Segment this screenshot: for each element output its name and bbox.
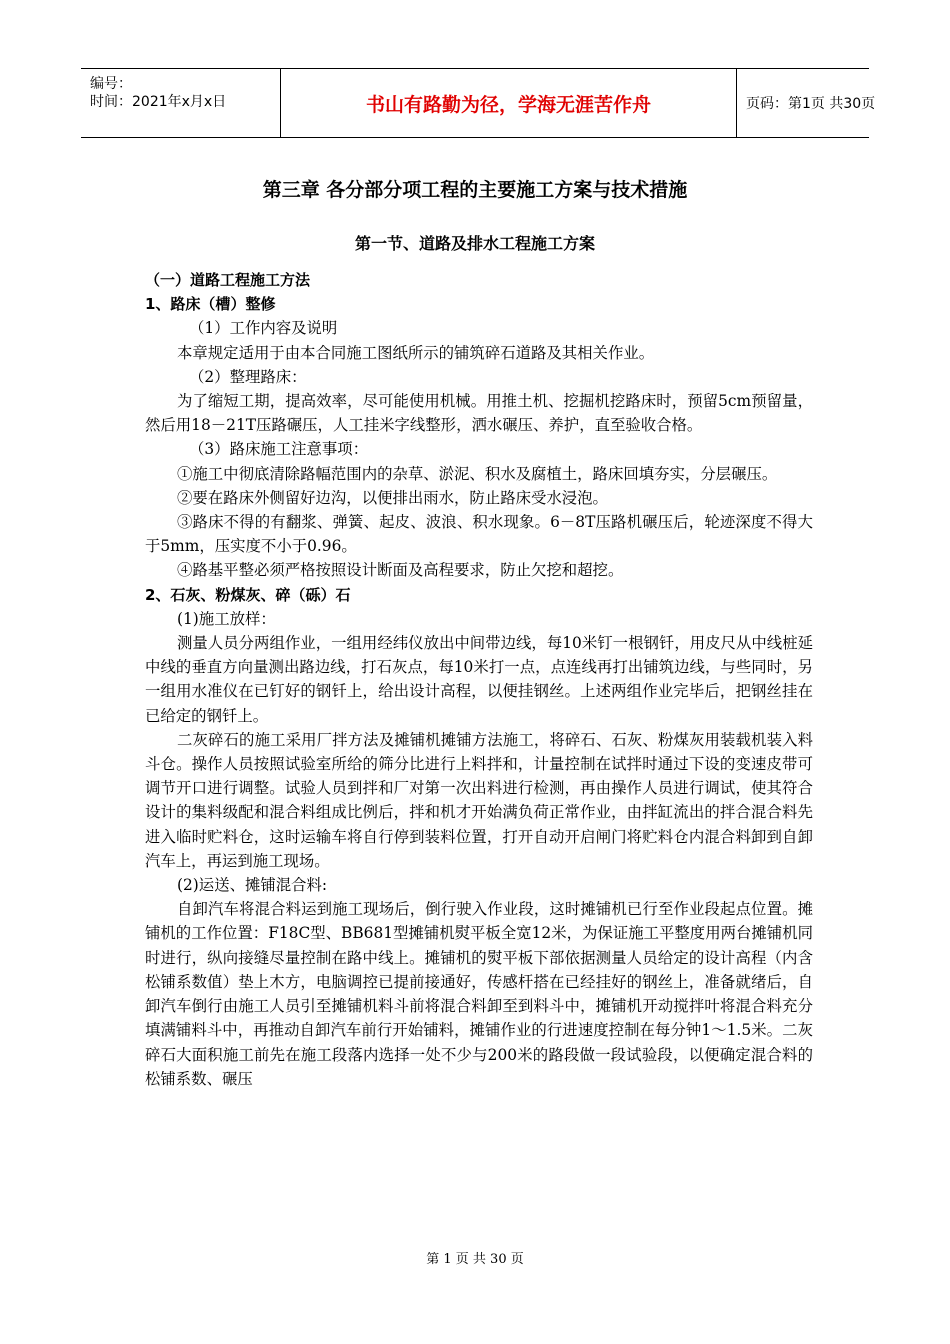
header-page-info: 页码：第1页 共30页 <box>746 96 876 112</box>
paragraph: 二灰碎石的施工采用厂拌方法及摊铺机摊铺方法施工，将碎石、石灰、粉煤灰用装载机装入料斗仓。操作人员按照试验室所给的筛分比进行上料拌和，计量控制在试拌时通过下设的变速皮带可调节开口进行调整。试验人员到拌和厂对第一次出料进行检测，再由操作人员进行调试，使其符合设计的集料级配和混合料组成比例后，拌和机才开始满负荷正常作业，由拌缸流出的拌合混合料先进入临时贮料仓，这时运输车将自行停到装料位置，打开自动开启闸门将贮料仓内混合料卸到自卸汽车上，再运到施工现场。 <box>145 730 813 870</box>
paragraph: ②要在路床外侧留好边沟，以便排出雨水，防止路床受水浸泡。 <box>177 488 608 507</box>
chapter-title: 第三章 各分部分项工程的主要施工方案与技术措施 <box>262 179 688 201</box>
header-motto: 书山有路勤为径，学海无涯苦作舟 <box>281 69 737 137</box>
paragraph: （3）路床施工注意事项： <box>189 440 369 459</box>
paragraph: （1）工作内容及说明 <box>189 319 338 338</box>
page-header <box>81 68 876 138</box>
paragraph: 自卸汽车将混合料运到施工现场后，倒行驶入作业段，这时摊铺机已行至作业段起点位置。摊铺机的工作位置：F18C型、BB681型摊铺机熨平板全宽12米，为保证施工平整度用两台摊铺机同时进行，纵向接缝尽量控制在路中线上。摊铺机的熨平板下部依据测量人员给定的设计高程（内含松铺系数值）垫上木方，电脑调控已提前接通好，传感杆搭在已经挂好的钢丝上，准备就绪后，自卸汽车倒行由施工人员引至摊铺机料斗前将混合料卸至到料斗中，摊铺机开动搅拌叶将混合料充分填满铺料斗中，再推动自卸汽车前行开始铺料，摊铺作业的行进速度控制在每分钟1～1.5米。二灰碎石大面积施工前先在施工段落内选择一处不少与200米的路段做一段试验段，以便确定混合料的松铺系数、碾压 <box>145 900 813 1088</box>
paragraph: 为了缩短工期，提高效率，尽可能使用机械。用推土机、挖掘机挖路床时，预留5cm预留量，然后用18－21T压路碾压，人工挂米字线整形，洒水碾压、养护，直至验收合格。 <box>145 392 813 435</box>
body-content <box>145 268 813 1091</box>
paragraph: 本章规定适用于由本合同施工图纸所示的铺筑碎石道路及其相关作业。 <box>177 343 655 362</box>
paragraph: 测量人员分两组作业，一组用经纬仪放出中间带边线，每10米钉一根钢钎，用皮尺从中线桩延中线的垂直方向量测出路边线，打石灰点，每10米打一点，点连线再打出铺筑边线，与些同时，另一组用水准仪在已钉好的钢钎上，给出设计高程，以便挂钢丝。上述两组作业完毕后，把钢丝挂在已给定的钢钎上。 <box>145 634 813 725</box>
section-heading: 1、路床（槽）整修 <box>145 295 276 314</box>
section-heading: （一）道路工程施工方法 <box>145 271 311 289</box>
paragraph: (2)运送、摊铺混合料: <box>177 876 328 895</box>
section-title: 第一节、道路及排水工程施工方案 <box>354 234 595 253</box>
document-number-label: 编号： <box>90 76 132 92</box>
paragraph: (1)施工放样： <box>177 609 276 628</box>
paragraph: ①施工中彻底清除路幅范围内的杂草、淤泥、积水及腐植土，路床回填夯实，分层碾压。 <box>177 464 778 483</box>
page-footer: 第 1 页 共 30 页 <box>426 1252 524 1267</box>
paragraph: ③路床不得的有翻浆、弹簧、起皮、波浪、积水现象。6－8T压路机碾压后，轮迹深度不得大于5mm，压实度不小于0.96。 <box>145 513 813 556</box>
paragraph: （2）整理路床： <box>189 367 307 386</box>
header-meta <box>81 69 281 137</box>
paragraph: ④路基平整必须严格按照设计断面及高程要求，防止欠挖和超挖。 <box>177 561 624 580</box>
section-heading: 2、石灰、粉煤灰、碎（砾）石 <box>145 585 351 604</box>
document-date: 时间：2021年x月x日 <box>90 94 227 110</box>
